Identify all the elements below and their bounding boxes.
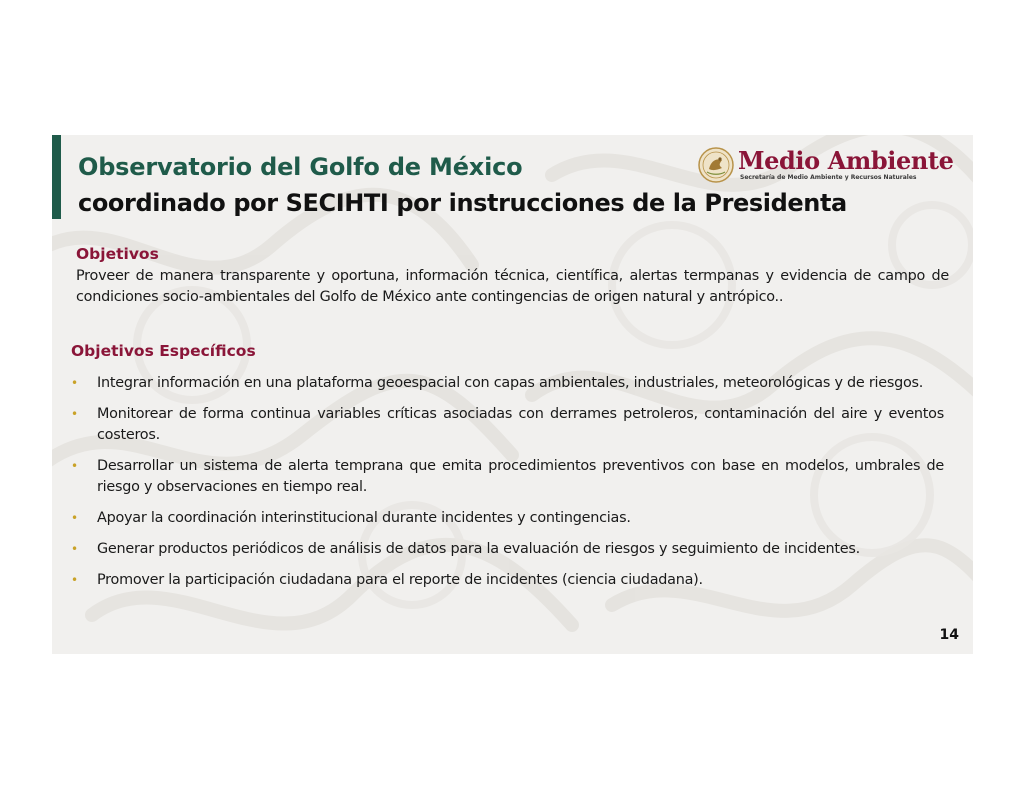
list-item-text: Integrar información en una plataforma geoespacial con capas ambientales, industriales, meteorológicas y de riesgos. [97,375,924,391]
list-item [71,508,944,529]
objectives-heading: Objetivos [76,245,159,263]
bullet-icon: • [71,407,78,421]
bullet-icon: • [71,542,78,556]
slide-title: Observatorio del Golfo de México [78,153,523,181]
bullet-icon: • [71,376,78,390]
list-item-text: Promover la participación ciudadana para el reporte de incidentes (ciencia ciudadana). [97,572,703,588]
page-number: 14 [939,627,959,643]
specific-objectives-heading: Objetivos Específicos [71,342,256,360]
objectives-text: Proveer de manera transparente y oportuna, información técnica, científica, alertas termpanas y evidencia de campo de condiciones socio-ambientales del Golfo de México ante contingencias de origen natural y antrópico.. [76,268,949,305]
bullet-icon: • [71,573,78,587]
list-item [71,373,944,394]
slide [52,135,973,654]
mexico-coat-of-arms-seal-icon [698,147,734,183]
list-item-text: Desarrollar un sistema de alerta temprana que emita procedimientos preventivos con base en modelos, umbrales de riesgo y observaciones en tiempo real. [97,458,944,495]
medio-ambiente-logo [698,146,954,187]
logo-subtitle: Secretaría de Medio Ambiente y Recursos Naturales [740,174,917,181]
list-item-text: Monitorear de forma continua variables críticas asociadas con derrames petroleros, contaminación del aire y eventos costeros. [97,406,944,443]
list-item [71,456,944,498]
bullet-icon: • [71,459,78,473]
bullet-icon: • [71,511,78,525]
list-item [71,539,944,560]
logo-name: Medio Ambiente [738,146,954,175]
list-item [71,570,944,591]
slide-subtitle: coordinado por SECIHTI por instrucciones de la Presidenta [78,189,847,217]
specific-objectives-list [71,373,944,601]
list-item [71,404,944,446]
list-item-text: Apoyar la coordinación interinstitucional durante incidentes y contingencias. [97,510,631,526]
title-accent-bar [52,135,61,219]
list-item-text: Generar productos periódicos de análisis de datos para la evaluación de riesgos y seguimiento de incidentes. [97,541,860,557]
